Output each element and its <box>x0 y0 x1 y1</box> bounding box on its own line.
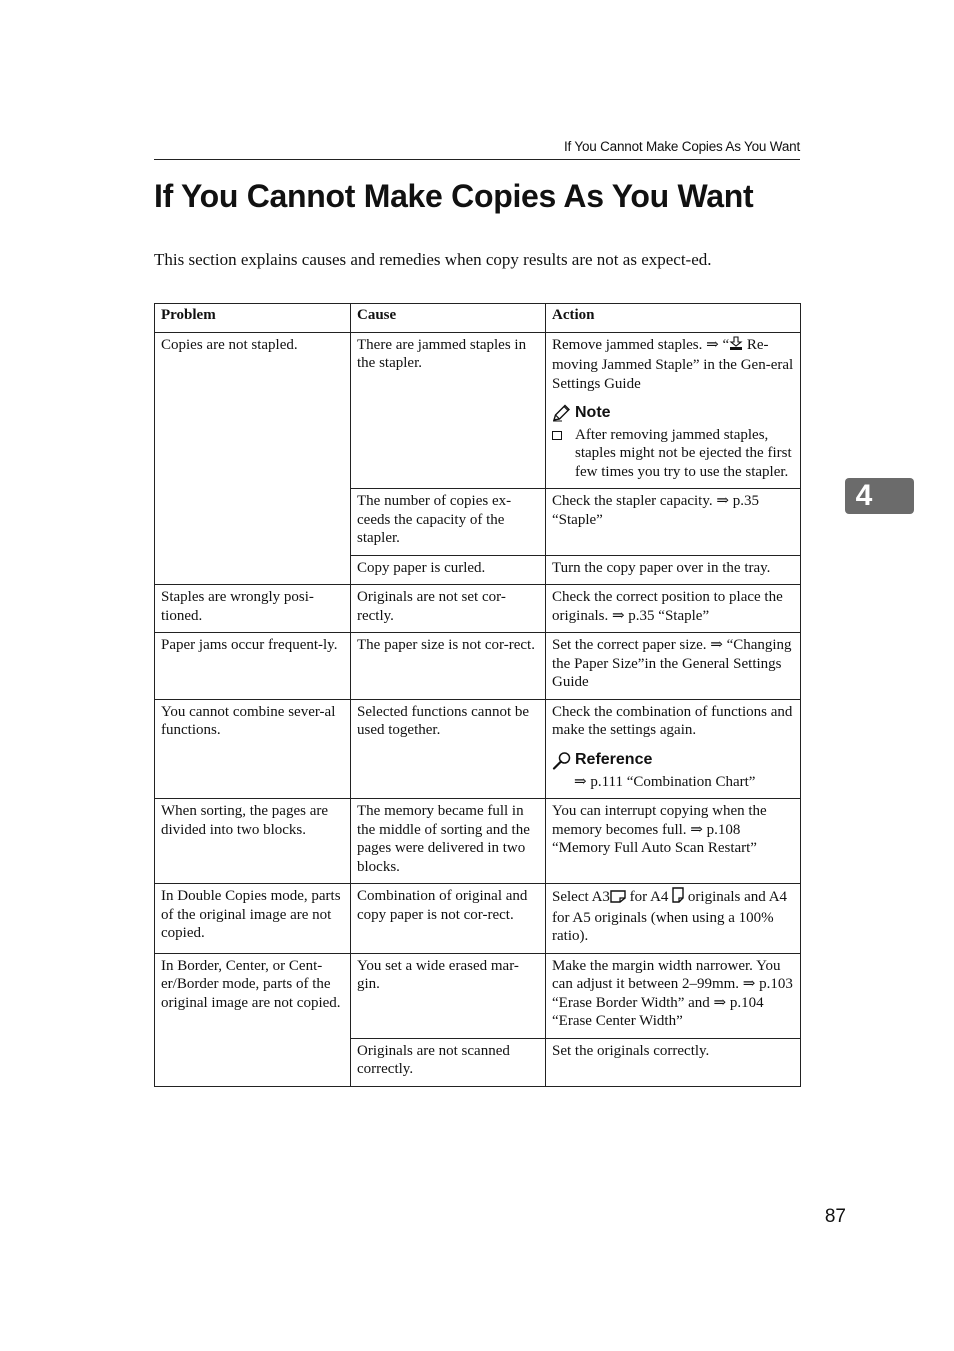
cause-cell: Selected functions cannot be used together. <box>351 699 546 799</box>
note-icon <box>552 404 572 422</box>
table-header-row <box>155 304 801 333</box>
action-text-part-3: originals and A4 for A5 originals (when using a 100% ratio). <box>552 889 788 944</box>
header-problem: Problem <box>155 304 351 333</box>
note-item <box>552 426 795 482</box>
landscape-paper-icon <box>610 890 626 909</box>
problem-cell: In Border, Center, or Cent-er/Border mode, parts of the original image are not copied. <box>155 953 351 1086</box>
intro-paragraph: This section explains causes and remedies when copy results are not as expect-ed. <box>154 250 712 269</box>
cause-cell: There are jammed staples in the stapler. <box>351 332 546 489</box>
problem-cell: In Double Copies mode, parts of the original image are not copied. <box>155 884 351 954</box>
action-text-part-2: for A4 <box>625 889 673 905</box>
action-cell: Make the margin width narrower. You can adjust it between 2–99mm. ⇒ p.103 “Erase Border Width” and ⇒ p.104 “Erase Center Width” <box>546 953 801 1038</box>
action-cell <box>546 884 801 954</box>
action-text <box>552 336 795 394</box>
action-cell <box>546 699 801 799</box>
page-number: 87 <box>824 1206 846 1227</box>
checkbox-bullet-icon <box>552 431 562 440</box>
action-cell: Check the correct position to place the originals. ⇒ p.35 “Staple” <box>546 585 801 633</box>
header-action: Action <box>546 304 801 333</box>
cause-cell: Copy paper is curled. <box>351 555 546 585</box>
table-row <box>155 699 801 799</box>
table-row <box>155 633 801 700</box>
note-text: After removing jammed staples, staples might not be ejected the first few times you try to use the stapler. <box>575 426 792 480</box>
cause-cell: The paper size is not cor-rect. <box>351 633 546 700</box>
action-cell: Set the correct paper size. ⇒ “Changing the Paper Size”in the General Settings Guide <box>546 633 801 700</box>
troubleshooting-table <box>154 303 801 1087</box>
reference-heading <box>552 751 795 770</box>
action-text-part-1: Select A3 <box>552 889 610 905</box>
table-row <box>155 953 801 1038</box>
header-rule <box>154 159 800 160</box>
problem-cell: Copies are not stapled. <box>155 332 351 585</box>
action-cell: Check the stapler capacity. ⇒ p.35 “Staple” <box>546 489 801 556</box>
problem-cell: Staples are wrongly posi-tioned. <box>155 585 351 633</box>
action-text-start: Remove jammed staples. ⇒ “ <box>552 336 730 353</box>
table-row <box>155 585 801 633</box>
note-heading <box>552 404 795 423</box>
problem-cell: Paper jams occur frequent-ly. <box>155 633 351 700</box>
problem-cell: You cannot combine sever-al functions. <box>155 699 351 799</box>
action-cell: Turn the copy paper over in the tray. <box>546 555 801 585</box>
running-header: If You Cannot Make Copies As You Want <box>563 139 800 154</box>
action-cell: You can interrupt copying when the memory becomes full. ⇒ p.108 “Memory Full Auto Scan Restart” <box>546 799 801 884</box>
table-row <box>155 884 801 954</box>
table-row <box>155 332 801 489</box>
stapler-icon <box>729 336 743 357</box>
action-cell <box>546 332 801 489</box>
cause-cell: The memory became full in the middle of sorting and the pages were delivered in two blocks. <box>351 799 546 884</box>
page-title: If You Cannot Make Copies As You Want <box>154 178 754 214</box>
reference-text: ⇒ p.111 “Combination Chart” <box>574 773 756 790</box>
portrait-paper-icon <box>672 887 684 909</box>
header-cause: Cause <box>351 304 546 333</box>
cause-cell: Combination of original and copy paper is not cor-rect. <box>351 884 546 954</box>
table-row <box>155 799 801 884</box>
action-text-end: Re-moving Jammed Staple” in the Gen-eral Settings Guide <box>552 336 794 392</box>
magnifier-icon <box>552 751 572 770</box>
cause-cell: Originals are not scanned correctly. <box>351 1038 546 1086</box>
action-text: Check the combination of functions and make the settings again. <box>552 703 793 738</box>
chapter-tab <box>845 478 914 514</box>
problem-cell: When sorting, the pages are divided into two blocks. <box>155 799 351 884</box>
action-cell: Set the originals correctly. <box>546 1038 801 1086</box>
cause-cell: The number of copies ex-ceeds the capacity of the stapler. <box>351 489 546 556</box>
chapter-number: 4 <box>855 479 873 512</box>
cause-cell: You set a wide erased mar-gin. <box>351 953 546 1038</box>
note-label: Note <box>575 404 611 421</box>
cause-cell: Originals are not set cor-rectly. <box>351 585 546 633</box>
reference-label: Reference <box>575 750 653 768</box>
